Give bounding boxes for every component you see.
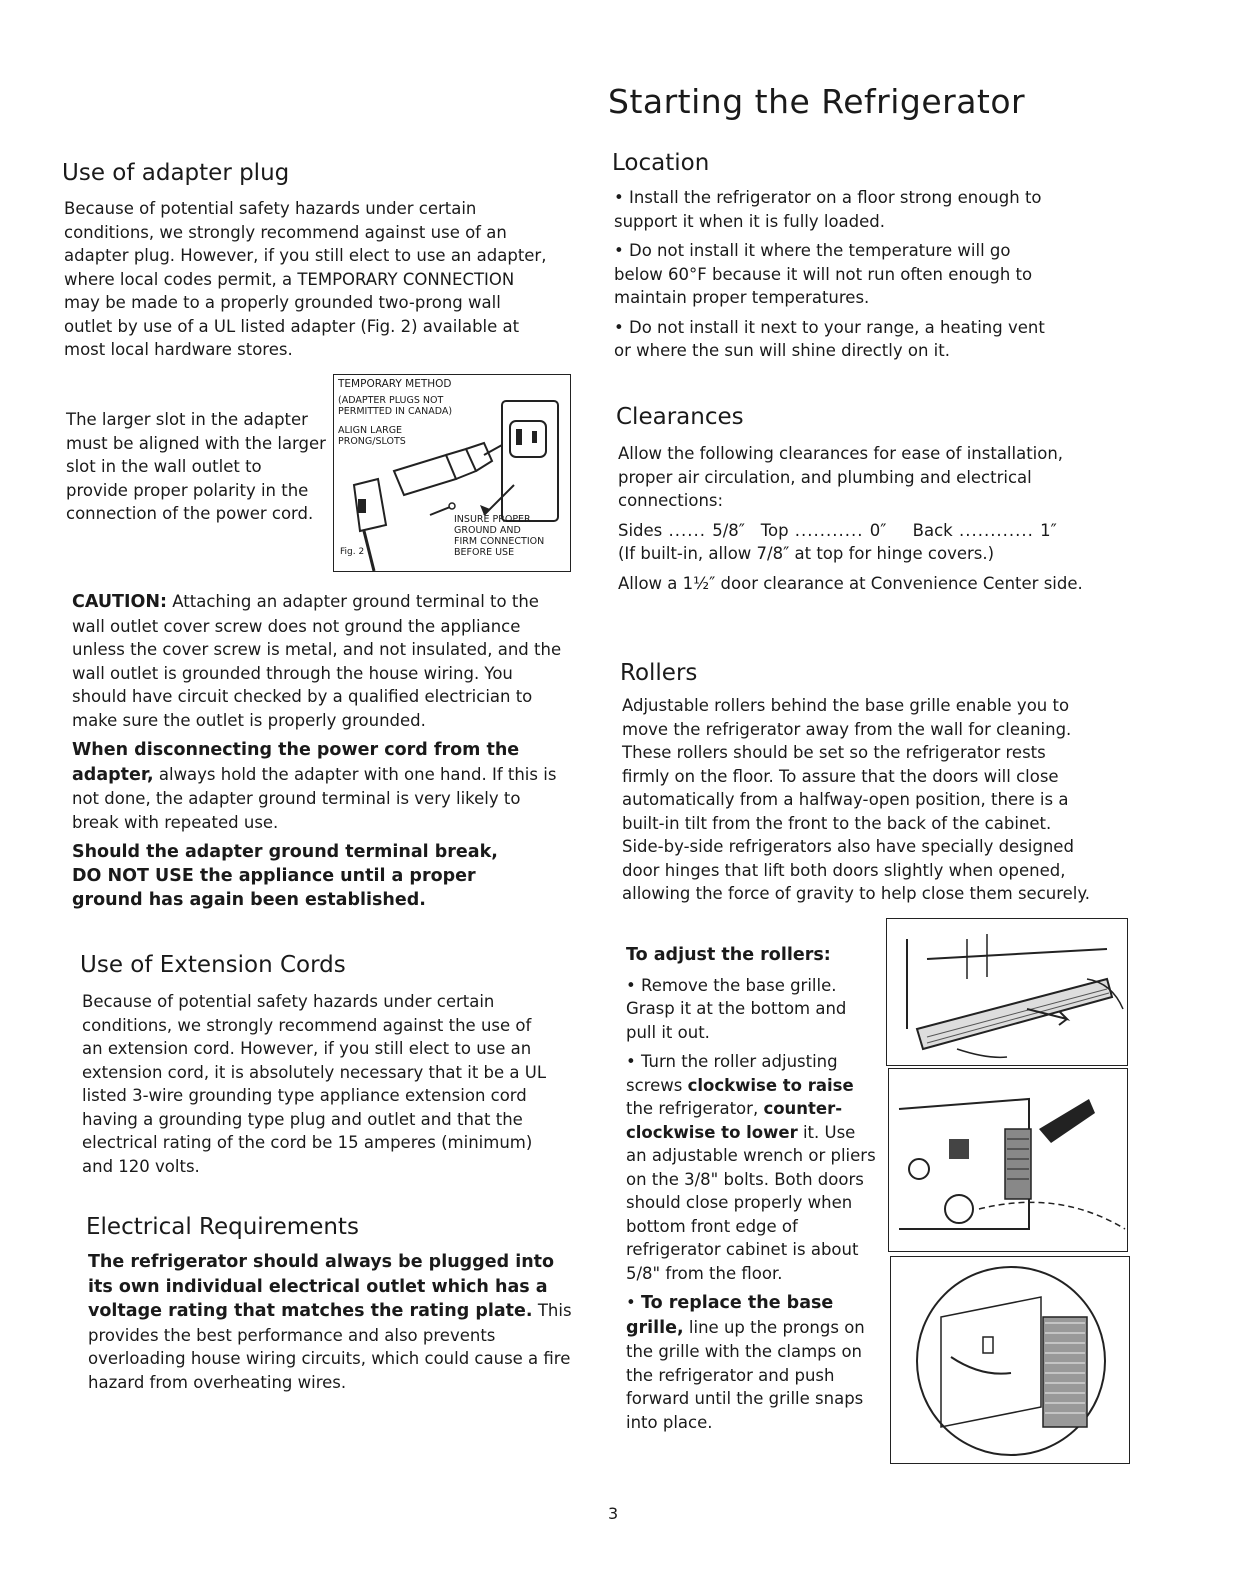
caution-label: CAUTION: (72, 592, 168, 612)
top-value: 0″ (869, 520, 887, 540)
fig-label-align-2: PRONG/SLOTS (338, 436, 406, 447)
grille-removal-figure (886, 918, 1128, 1066)
extension-section (82, 990, 550, 1184)
back-value: 1″ (1040, 520, 1057, 540)
location-list (614, 186, 1062, 369)
rollers-steps (626, 944, 878, 1440)
fig-label-canada-2: PERMITTED IN CANADA) (338, 406, 453, 417)
adapter-caution (72, 590, 564, 918)
grille-removal-illustration (887, 919, 1127, 1065)
location-item: • Install the refrigerator on a floor strong enough to support it when it is fully loaded. (614, 188, 1042, 231)
adjust-heading: To adjust the rollers: (626, 945, 831, 965)
rollers-step: • Turn the roller adjusting screws clockwise to raise the refrigerator, counter-clockwise to lower it. Use an adjustable wrench or pliers on the 3/8" bolts. Both doors should close properly when bottom front edge of refrigerator cabinet is about 5/8" from the floor. (626, 1052, 876, 1283)
fig-label-ground-3: FIRM CONNECTION (454, 536, 545, 547)
adapter-intro-text: Because of potential safety hazards under certain conditions, we strongly recommend against use of an adapter plug. However, if you still elect to use an adapter, where local codes permit, a TEMPORARY CONNECTION may be made to a properly grounded two-prong wall outlet by use of a UL listed adapter (Fig. 2) available at most local hardware stores. (64, 199, 547, 359)
rollers-heading: Rollers (620, 660, 698, 686)
fig-label-align-1: ALIGN LARGE (338, 425, 403, 436)
clearances-values: Sides ...... 5/8″ Top ........... 0″ Back ............ 1″ (618, 520, 1057, 540)
page-title: Starting the Refrigerator (608, 82, 1026, 121)
clearances-intro: Allow the following clearances for ease of installation, proper air circulation, and plumbing and electrical connections: (618, 444, 1064, 510)
adapter-polarity-text: The larger slot in the adapter must be aligned with the larger slot in the wall outlet to provide proper polarity in the connection of the power cord. (66, 410, 326, 523)
fig-label-canada-1: (ADAPTER PLUGS NOT (338, 395, 444, 406)
fig-label-method: TEMPORARY METHOD (338, 378, 452, 390)
rollers-text: Adjustable rollers behind the base grille enable you to move the refrigerator away from the wall for cleaning. These rollers should be set so the refrigerator rests firmly on the floor. To assure that the doors will close automatically from a halfway-open position, there is a built-in tilt from the front to the back of the cabinet. Side-by-side refrigerators also have specially designed door hinges that lift both doors slightly when opened, allowing the force of gravity to help close them securely. (622, 696, 1091, 903)
disconnect-bold: When disconnecting the power cord from the adapter, (72, 740, 520, 785)
sides-label: Sides (618, 520, 663, 540)
disconnect-text: always hold the adapter with one hand. If this is not done, the adapter ground terminal is very likely to break with repeated use. (72, 764, 557, 832)
back-label: Back (912, 520, 953, 540)
rollers-step: • Remove the base grille. Grasp it at the bottom and pull it out. (626, 975, 847, 1042)
clearances-heading: Clearances (616, 404, 744, 430)
grille-replace-figure (890, 1256, 1130, 1464)
electrical-bold: The refrigerator should always be plugged into its own individual electrical outlet which has a voltage rating that matches the rating plate. (88, 1252, 555, 1321)
page-number: 3 (608, 1504, 619, 1523)
location-item: • Do not install it next to your range, a heating vent or where the sun will shine directly on it. (614, 317, 1045, 360)
fig-number: Fig. 2 (340, 547, 365, 557)
adapter-warning: Should the adapter ground terminal break, DO NOT USE the appliance until a proper ground has again been established. (72, 842, 498, 910)
adapter-intro (64, 197, 552, 368)
extension-heading: Use of Extension Cords (80, 952, 346, 978)
sides-value: 5/8″ (712, 520, 745, 540)
electrical-heading: Electrical Requirements (86, 1214, 359, 1240)
location-item: • Do not install it where the temperature will go below 60°F because it will not run often enough to maintain proper temperatures. (614, 241, 1033, 307)
fig-label-ground-1: INSURE PROPER (454, 514, 531, 525)
adapter-figure (333, 374, 571, 572)
top-label: Top (760, 520, 789, 540)
extension-text: Because of potential safety hazards under certain conditions, we strongly recommend against the use of an extension cord. However, if you still elect to use an extension cord, it is absolutely necessary that it be a UL listed 3-wire grounding type appliance extension cord having a grounding type plug and outlet and that the electrical rating of the cord be 15 amperes (minimum) and 120 volts. (82, 992, 547, 1176)
fig-label-ground-2: GROUND AND (454, 525, 521, 536)
electrical-paragraph (88, 1250, 580, 1394)
adapter-heading: Use of adapter plug (62, 160, 290, 186)
roller-adjust-illustration (889, 1069, 1127, 1251)
electrical-text: This provides the best performance and also prevents overloading house wiring circuits, which could cause a fire hazard from overheating wires. (88, 1301, 572, 1392)
clearances-door: Allow a 1½″ door clearance at Convenience Center side. (618, 573, 1083, 593)
disconnect-paragraph (72, 738, 564, 834)
electrical-section (88, 1250, 580, 1400)
clearances-builtin: (If built-in, allow 7/8″ at top for hinge covers.) (618, 544, 995, 563)
location-heading: Location (612, 150, 710, 176)
rollers-step: • To replace the base grille, line up the prongs on the grille with the clamps on the refrigerator and push forward until the grille snaps into place. (626, 1293, 865, 1432)
caution-text: Attaching an adapter ground terminal to the wall outlet cover screw does not ground the appliance unless the cover screw is metal, and not insulated, and the wall outlet is grounded through the house wiring. You should have circuit checked by a qualified electrician to make sure the outlet is properly grounded. (72, 592, 562, 730)
roller-adjust-figure (888, 1068, 1128, 1252)
caution-paragraph (72, 590, 564, 732)
grille-replace-illustration (891, 1257, 1129, 1463)
fig-label-ground-4: BEFORE USE (454, 547, 515, 558)
clearances-section (618, 442, 1088, 601)
adapter-polarity (66, 408, 328, 532)
rollers-intro (622, 694, 1092, 912)
